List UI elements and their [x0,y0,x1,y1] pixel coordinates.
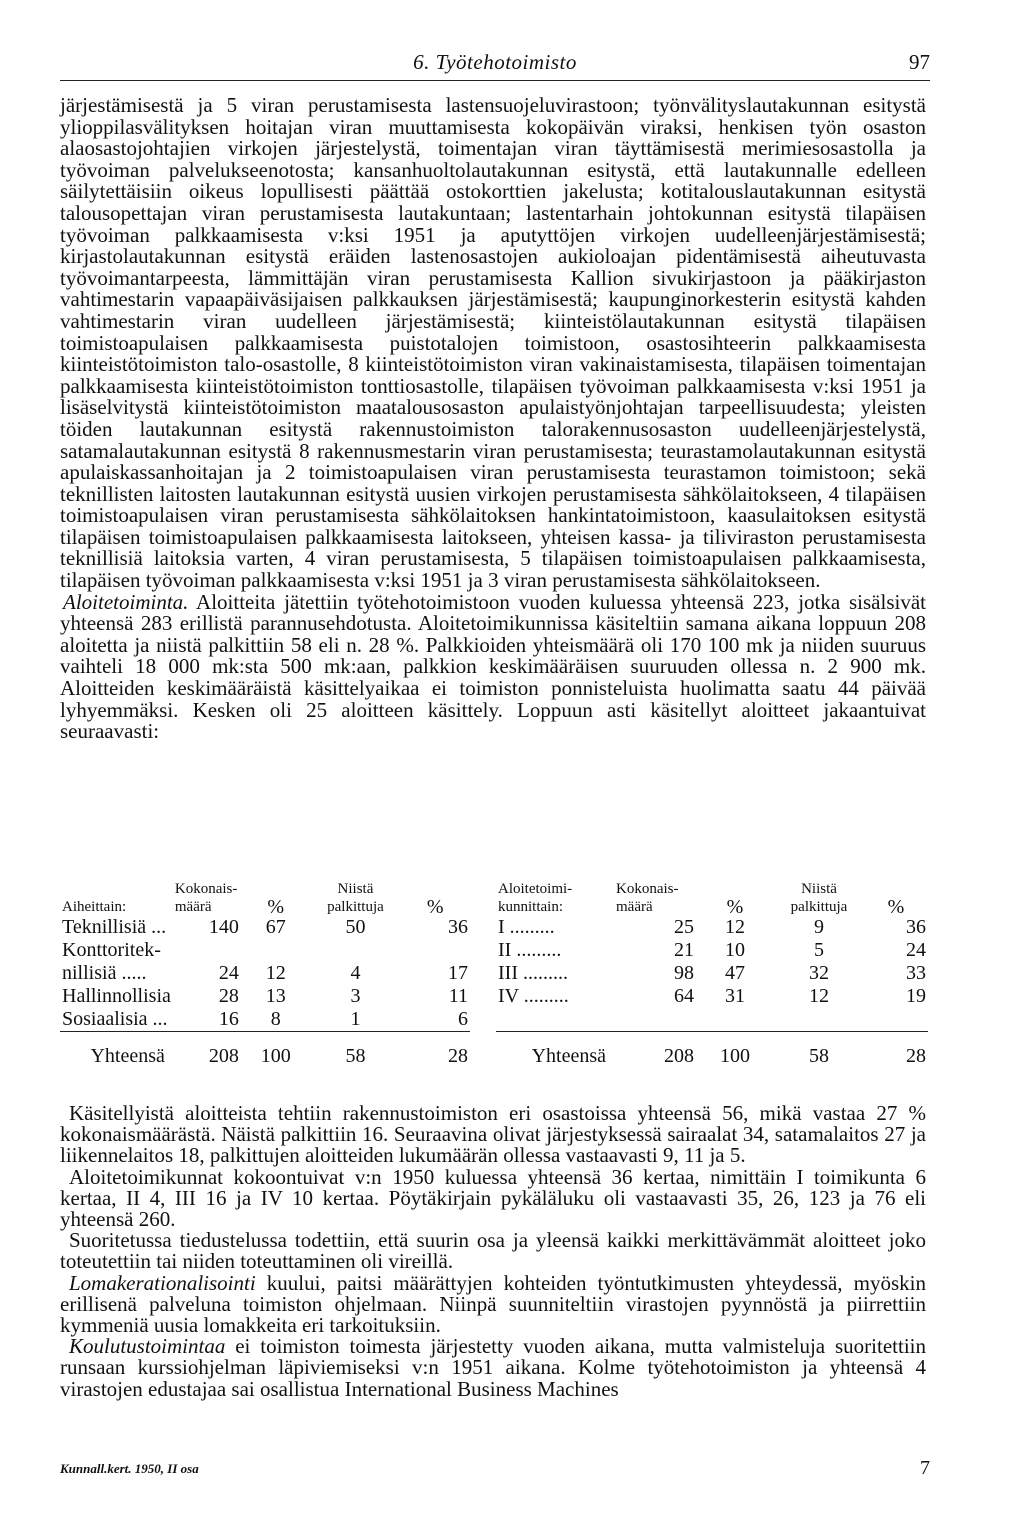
table-left-header-row-2 [60,898,470,916]
paragraph-5: Suoritetussa tiedustelussa todettiin, että suurin osa ja yleensä kaikki merkittävämmät aloitteet joko toteutettiin tai niiden toteuttaminen oli vireillä. [60,1228,926,1274]
paragraph-7-lead: Koulutustoimintaa [69,1334,226,1359]
paragraph-2-text: Aloitteita jätettiin työtehotoimistoon vuoden kuluessa yhteensä 223, jotka sisälsivät yhteensä 283 erillistä parannusehdotusta. Aloitetoimikunnissa käsiteltiin samana aikana loppuun 208 aloitetta ja niistä palkittiin 58 eli n. 28 %. Palkkioiden yhteismäärä oli 170 100 mk ja niiden suuruus vaihteli 18 000 mk:sta 500 mk:aan, palkkion keskimääräisen suuruuden ollessa n. 2 900 mk. Aloitteiden keskimääräistä käsittelyaikaa ei toimiston ponnisteluista huolimatta saatu 44 päivää lyhyemmäksi. Kesken oli 25 aloitteen käsittely. Loppuun asti käsitellyt aloitteet jakaantuivat seuraavasti: [60,589,926,744]
table-cell: 25 [674,916,694,938]
table-row [60,985,470,1008]
table-header-cell: Kokonais- [174,881,238,897]
table-total-row [60,1032,470,1069]
table-header-cell: palkittuja [790,899,848,915]
table-cell: III ......... [498,962,568,984]
table-cell: IV ......... [498,985,569,1007]
footer-source: Kunnall.kert. 1950, II osa [60,1461,199,1476]
table-cell: 12 [265,962,286,984]
table-cell: 28 [218,985,239,1007]
table-right-header-row-1 [496,880,928,898]
table-cell: 1 [350,1008,361,1030]
table-cell: I ......... [498,916,555,938]
table-cell: 31 [725,985,745,1007]
table-cell: 58 [774,1032,864,1069]
table-cell: 58 [311,1032,401,1069]
table-cell: 21 [674,939,694,961]
table-cell: 8 [270,1008,281,1030]
paragraph-6-text: kuului, paitsi määrättyjen kohteiden työntutkimusten yhteydessä, myöskin erillisenä palveluna toimiston ohjelmaan. Niinpä suunniteltiin virastojen pyynnöstä ja piirrettiin kymmeniä uusia lomakkeita eri tarkoituksiin. [60,1270,926,1338]
table-cell: 4 [350,962,361,984]
table-cell: 28 [400,1032,470,1069]
table-cell: 64 [674,985,694,1007]
table-cell: 19 [906,985,926,1007]
table-cell: 5 [814,939,824,961]
table-cell: 6 [458,1008,468,1030]
table-cell: 28 [864,1032,928,1069]
table-row [60,962,470,985]
table-cell: 3 [350,985,361,1007]
table-header-cell: Aloitetoimi- [498,881,573,897]
table-cell [400,939,470,962]
table-row [496,939,928,962]
table-cell: 17 [448,962,468,984]
table-cell: 24 [906,939,926,961]
table-cell: 9 [814,916,824,938]
table-by-subject [60,880,470,1068]
table-cell: 12 [809,985,829,1007]
table-cell: 47 [725,962,745,984]
table-cell: Teknillisiä ... [62,916,167,938]
table-row [60,939,470,962]
table-cell: 208 [173,1032,241,1069]
table-total-row [496,1032,928,1069]
paragraph-7 [60,1336,926,1400]
table-cell: Hallinnollisia [62,985,171,1007]
table-header-cell: % [726,896,744,918]
table-header-cell: Niistä [337,881,374,897]
table-header-cell: % [426,896,444,918]
table-cell: 98 [674,962,694,984]
page-footer [60,1457,930,1481]
table-cell: 12 [725,916,745,938]
page-header [60,50,930,81]
paragraph-6 [60,1270,926,1338]
table-cell: 10 [725,939,745,961]
table-row [60,1008,470,1032]
footer-signature-number: 7 [920,1457,930,1479]
table-cell: 100 [696,1032,774,1069]
table-header-cell: määrä [174,899,212,915]
table-row [60,916,470,939]
table-header-cell: Kokonais- [616,881,679,897]
table-right-header-row-2 [496,898,928,916]
table-cell: Yhteensä [60,1032,173,1069]
table-cell: 13 [265,985,286,1007]
statistics-tables [60,880,926,1080]
paragraph-6-lead: Lomakerationalisointi [69,1270,256,1295]
table-cell: 16 [218,1008,239,1030]
table-left-header-row-1 [60,880,470,898]
table-cell: 67 [265,916,286,938]
paragraph-7-text: ei toimiston toimesta järjestetty vuoden aikana, mutta valmisteluja suoritettiin runsaan kurssiohjelman läpiviemiseksi v:n 1951 aikana. Kolme työtehotoimiston ja yhteensä 4 virastojen edustajaa sai osallistua International Business Machines [60,1334,926,1401]
table-cell: 36 [906,916,926,938]
table-cell: Yhteensä [496,1032,614,1069]
table-cell: 32 [809,962,829,984]
table-spacer-row [496,1008,928,1032]
table-cell: 100 [241,1032,311,1069]
table-header-cell [60,880,173,898]
table-cell [241,939,311,962]
body-text-top [60,95,926,743]
table-header-cell: Aiheittain: [62,899,127,915]
paragraph-2-lead: Aloitetoiminta. [63,589,189,614]
table-header-cell: Niistä [801,881,837,897]
table-by-committee [496,880,928,1068]
paragraph-2 [60,589,926,744]
paragraph-1: järjestämisestä ja 5 viran perustamisesta lastensuojeluvirastoon; työnvälityslautakunnan esitystä ylioppilasvälityksen hoitajan viran muuttamisesta kokopäivän viraksi, henkisen työn osaston alaosastojohtajien virkojen järjestelystä, toimentajan viran täyttämisestä merimiesosastolla ja työvoiman palvelukseenotosta; kansanhuoltolautakunnan esitystä, että lautakunnalle edelleen säilytettäisiin oikeus lopullisesti päättää ostokorttien jakelusta; kotitalouslautakunnan esitystä talousopettajan viran perustamisesta lautakuntaan; lastentarhain johtokunnan esitystä tilapäisen työvoiman palkkaamisesta v:ksi 1951 ja aputyttöjen virkojen uudelleenjärjestämisestä; kirjastolautakunnan esitystä eräiden lastenosastojen aukioloajan pidentämisestä aiheutuvasta työvoimantarpeesta, lämmittäjän viran perustamisesta Kallion sivukirjastoon ja pääkirjaston vahtimestarin vapaapäiväsijaisen palkkauksen järjestämisestä; kaupunginorkesterin esitystä kahden vahtimestarin viran uudelleen järjestämisestä; kiinteistölautakunnan esitystä tilapäisen toimistoapulaisen palkkaamisesta puistotalojen toimistoon, osastosihteerin palkkaamisesta kiinteistötoimiston talo-osastolle, 8 kiinteistötoimiston viran vakinaistamisesta, tilapäisen toimentajan palkkaamisesta kiinteistötoimiston tonttiosastolle, tilapäisen työvoiman palkkaamisesta v:ksi 1951 ja lisäselvitystä kiinteistötoimiston maatalousosaston apulaistyönjohtajan tarpeellisuudesta; yleisten töiden lautakunnan esitystä rakennustoimiston talorakennusosaston uudelleenjärjestelystä, satamalautakunnan esitystä 8 rakennusmestarin viran perustamisesta; teurastamolautakunnan esitystä apulaiskassanhoitajan ja 2 toimistoapulaisen viran perustamisesta teurastamon toimistoon; sekä teknillisten laitosten lautakunnan esitystä uusien virkojen perustamisesta sähkölaitokseen, 4 tilapäisen toimistoapulaisen viran perustamisesta sähkölaitoksen hankintatoimistoon, kaasulaitoksen esitystä tilapäisen toimistoapulaisen palkkaamisesta laitokseen, yhteisen kassa- ja tiliviraston perustamisesta teknillisiä laitoksia varten, 4 viran perustamisesta, 5 tilapäisen toimistoapulaisen palkkaamisesta, tilapäisen työvoiman palkkaamisesta v:ksi 1951 ja 3 viran perustamisesta sähkölaitokseen. [60,93,926,593]
table-cell: 24 [218,962,239,984]
table-cell: 33 [906,962,926,984]
table-cell: 208 [614,1032,696,1069]
table-cell: Konttoritek- [62,939,161,961]
table-cell: 11 [448,985,468,1007]
table-cell [311,939,401,962]
table-header-cell: % [267,896,285,918]
table-row [496,962,928,985]
table-row [496,916,928,939]
table-cell: II ......... [498,939,562,961]
table-cell: nillisiä ..... [62,962,147,984]
table-header-cell: palkittuja [327,899,384,915]
table-cell: 140 [208,916,239,938]
table-header-cell: kunnittain: [498,899,563,915]
table-cell [173,939,241,962]
table-cell: 50 [345,916,366,938]
body-text-bottom [60,1103,926,1400]
table-cell: Sosiaalisia ... [62,1008,168,1030]
page-number: 97 [909,50,930,74]
table-row [496,985,928,1008]
paragraph-3: Käsitellyistä aloitteista tehtiin rakennustoimiston eri osastoissa yhteensä 56, mikä vastaa 27 % kokonaismäärästä. Näistä palkittiin 16. Seuraavina olivat järjestyksessä sairaalat 34, satamalaitos 27 ja liikennelaitos 18, palkittujen aloitteiden lukumäärän ollessa vastaavasti 9, 11 ja 5. [60,1101,926,1168]
paragraph-4: Aloitetoimikunnat kokoontuivat v:n 1950 kuluessa yhteensä 36 kertaa, nimittäin I toimikunta 6 kertaa, II 4, III 16 ja IV 10 kertaa. Pöytäkirjain pykäläluku oli vastaavasti 35, 26, 123 ja 76 eli yhteensä 260. [60,1164,926,1232]
running-title: 6. Työtehotoimisto [413,50,577,74]
table-cell: 36 [448,916,468,938]
table-header-cell: % [887,896,905,918]
table-header-cell: määrä [616,899,653,915]
